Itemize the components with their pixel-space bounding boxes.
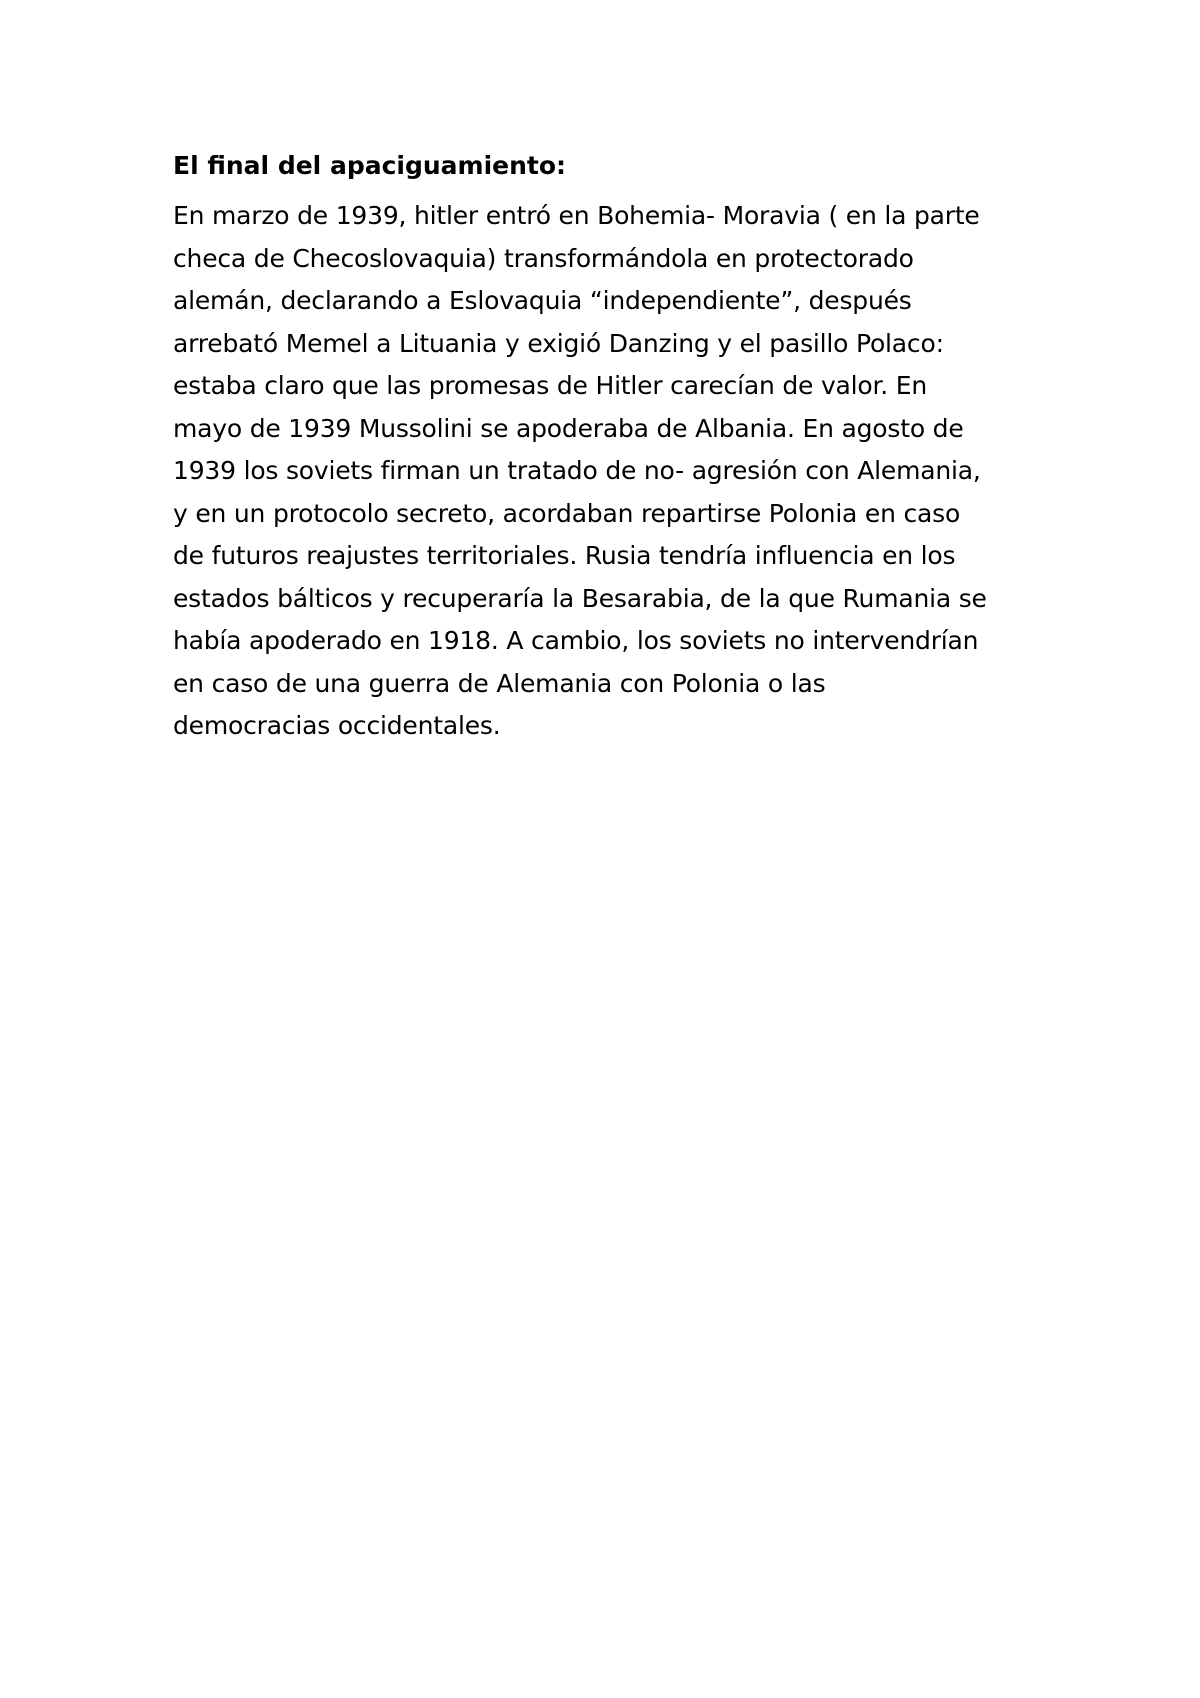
paragraph-line: mayo de 1939 Mussolini se apoderaba de Albania. En agosto de bbox=[173, 413, 964, 443]
document-content bbox=[173, 145, 1053, 748]
paragraph-line: en caso de una guerra de Alemania con Polonia o las bbox=[173, 668, 826, 698]
paragraph-line: checa de Checoslovaquia) transformándola en protectorado bbox=[173, 243, 914, 273]
paragraph-line: alemán, declarando a Eslovaquia “independiente”, después bbox=[173, 286, 912, 315]
paragraph-line: estaba claro que las promesas de Hitler carecían de valor. En bbox=[173, 371, 928, 400]
paragraph-line: de futuros reajustes territoriales. Rusia tendría influencia en los bbox=[173, 541, 956, 570]
paragraph-line: 1939 los soviets firman un tratado de no- agresión con Alemania, bbox=[173, 456, 981, 485]
document-paragraph bbox=[173, 195, 1053, 748]
paragraph-line: democracias occidentales. bbox=[173, 711, 501, 740]
paragraph-line: y en un protocolo secreto, acordaban repartirse Polonia en caso bbox=[173, 498, 961, 528]
paragraph-line: En marzo de 1939, hitler entró en Bohemia- Moravia ( en la parte bbox=[173, 201, 980, 230]
document-title: El final del apaciguamiento: bbox=[173, 151, 567, 180]
paragraph-line: había apoderado en 1918. A cambio, los soviets no intervendrían bbox=[173, 626, 979, 655]
paragraph-line: arrebató Memel a Lituania y exigió Danzing y el pasillo Polaco: bbox=[173, 328, 944, 358]
paragraph-line: estados bálticos y recuperaría la Besarabia, de la que Rumania se bbox=[173, 583, 987, 613]
